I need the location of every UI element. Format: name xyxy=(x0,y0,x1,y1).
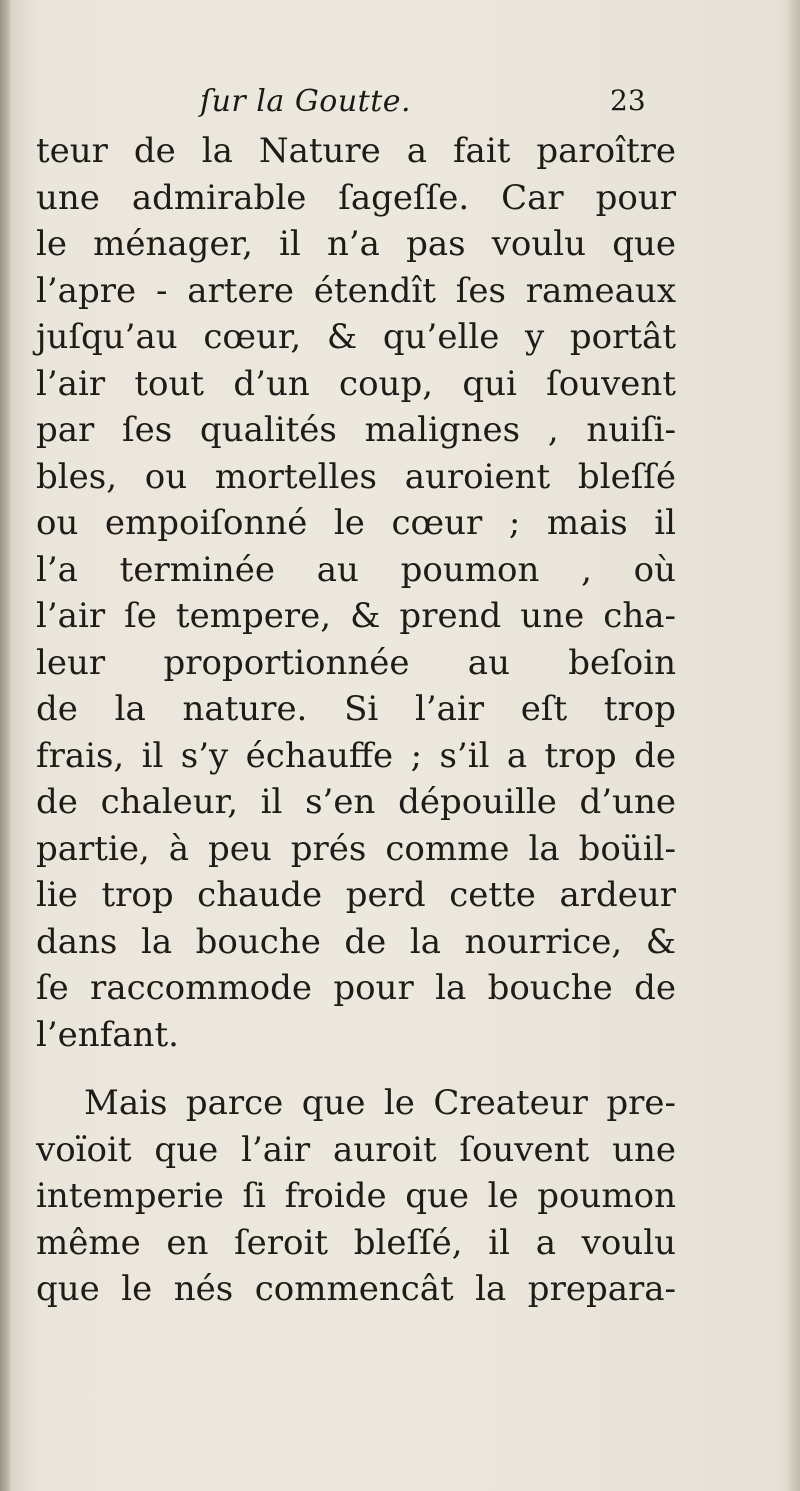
text-line: l’enfant. xyxy=(36,1014,179,1055)
text-line: que le nés commencât la prepara- xyxy=(36,1269,676,1309)
text-line: l’a terminée au poumon , où xyxy=(36,549,676,590)
text-line: ou empoiſonné le cœur ; mais il xyxy=(36,503,676,543)
text-line: même en ſeroit bleſſé, il a voulu xyxy=(36,1222,676,1263)
text-line: de chaleur, il s’en dépouille d’une xyxy=(36,782,676,822)
text-line: l’air ſe tempere, & prend une cha- xyxy=(36,596,676,636)
running-head: ſur la Goutte. xyxy=(200,84,412,119)
text-line: voïoit que l’air auroit ſouvent une xyxy=(36,1129,676,1170)
page-header xyxy=(200,84,660,124)
text-line: l’apre - artere étendît ſes rameaux xyxy=(36,270,676,311)
text-line: juſqu’au cœur, & qu’elle y portât xyxy=(36,317,676,357)
text-line: l’air tout d’un coup, qui ſouvent xyxy=(36,363,676,404)
text-line: dans la bouche de la nourrice, & xyxy=(36,921,676,962)
text-line: par ſes qualités malignes , nuiſi- xyxy=(36,410,676,450)
body-text xyxy=(36,128,676,1313)
text-line: lie trop chaude perd cette ardeur xyxy=(36,875,676,915)
page-number: 23 xyxy=(610,84,646,117)
text-line: leur proportionnée au beſoin xyxy=(36,642,676,683)
text-line: ſe raccommode pour la bouche de xyxy=(36,968,676,1008)
text-line: de la nature. Si l’air eſt trop xyxy=(36,689,676,729)
text-line: une admirable ſageſſe. Car pour xyxy=(36,177,676,218)
text-line: teur de la Nature a fait paroître xyxy=(36,131,676,171)
text-line: frais, il s’y échauffe ; s’il a trop de xyxy=(36,735,676,776)
text-line: partie, à peu prés comme la boüil- xyxy=(36,828,676,869)
text-line: Mais parce que le Createur pre- xyxy=(84,1083,676,1123)
text-line: intemperie ſi froide que le poumon xyxy=(36,1176,676,1216)
paragraph-gap xyxy=(36,1058,676,1080)
text-line: le ménager, il n’a pas voulu que xyxy=(36,224,676,264)
paragraph-2 xyxy=(36,1080,676,1313)
paragraph-1 xyxy=(36,128,676,1058)
text-line: bles, ou mortelles auroient bleſſé xyxy=(36,456,676,497)
